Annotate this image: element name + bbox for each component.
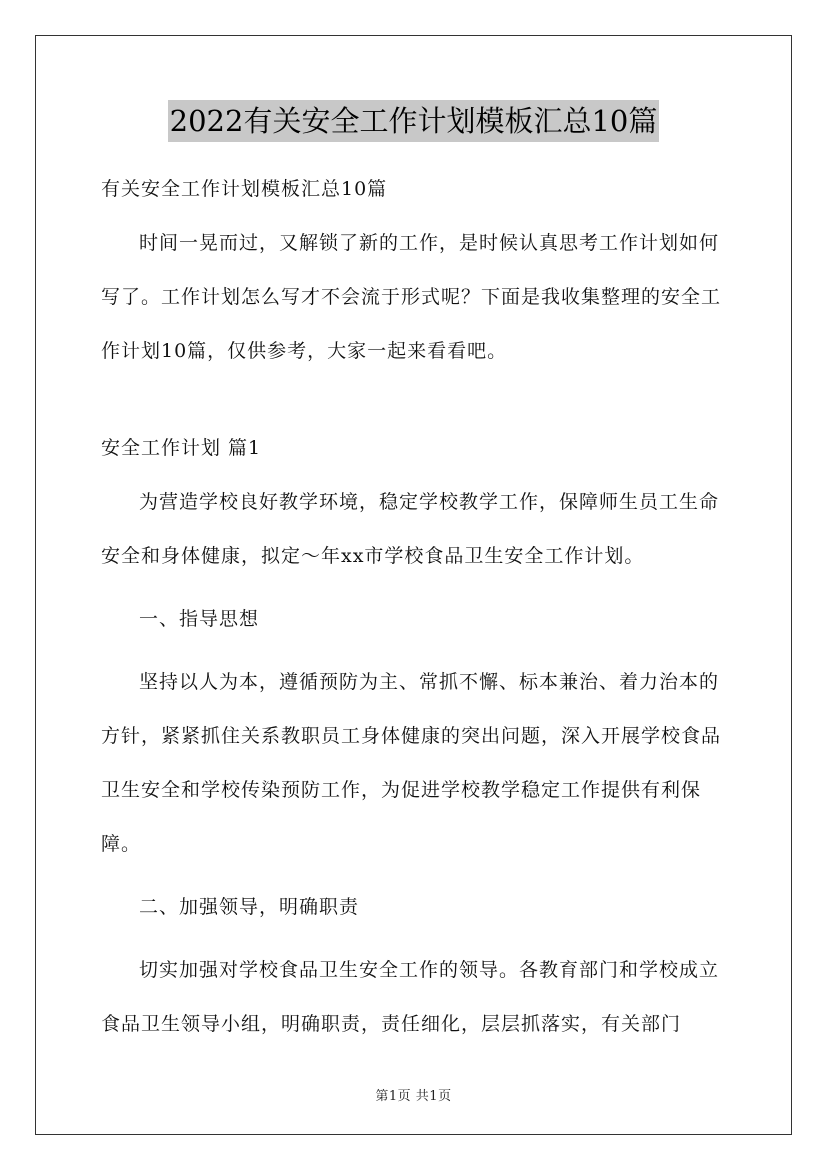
heading-1-text: 一、指导思想 — [139, 608, 260, 630]
spacer — [101, 397, 729, 431]
intro-text: 时间一晃而过，又解锁了新的工作，是时候认真思考工作计划如何写了。工作计划怎么写才不会流于形式呢？下面是我收集整理的安全工作计划10篇，仅供参考，大家一起来看看吧。 — [101, 232, 722, 362]
section-heading: 安全工作计划 篇1 — [101, 437, 262, 459]
paragraph-1 — [101, 475, 729, 583]
document-subtitle: 有关安全工作计划模板汇总10篇 — [101, 178, 388, 200]
paragraph-2 — [101, 655, 729, 871]
paragraph-3-text: 切实加强对学校食品卫生安全工作的领导。各教育部门和学校成立食品卫生领导小组，明确职责，责任细化，层层抓落实，有关部门 — [101, 959, 720, 1035]
paragraph-3 — [101, 943, 729, 1051]
heading-2-text: 二、加强领导，明确职责 — [139, 896, 360, 918]
intro-paragraph — [101, 216, 729, 378]
page-footer: 第1页 共1页 — [375, 1089, 452, 1104]
document-title: 2022有关安全工作计划模板汇总10篇 — [168, 100, 660, 142]
document-body — [101, 172, 729, 1070]
title-container — [0, 100, 827, 142]
heading-guiding-ideology — [101, 592, 729, 646]
heading-leadership — [101, 880, 729, 934]
paragraph-1-text: 为营造学校良好教学环境，稳定学校教学工作，保障师生员工生命安全和身体健康，拟定～年xx市学校食品卫生安全工作计划。 — [101, 491, 720, 567]
paragraph-2-text: 坚持以人为本，遵循预防为主、常抓不懈、标本兼治、着力治本的方针，紧紧抓住关系教职员工身体健康的突出问题，深入开展学校食品卫生安全和学校传染预防工作，为促进学校教学稳定工作提供有利保障。 — [101, 671, 722, 855]
